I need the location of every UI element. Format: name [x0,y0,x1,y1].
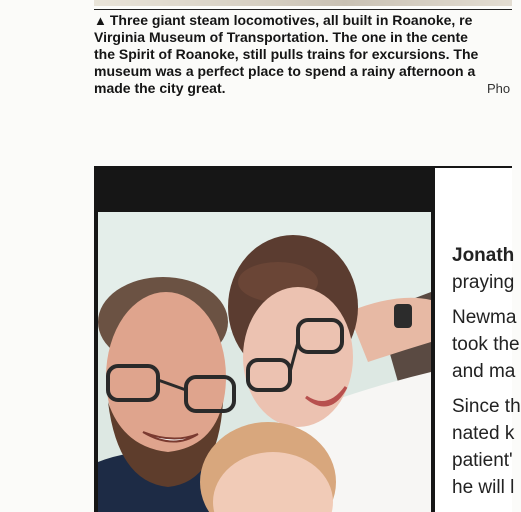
article-line: patient' [452,450,513,471]
paragraph-gap [452,385,521,393]
family-photo [98,212,431,512]
photo-caption [94,12,512,97]
article-text-column [433,166,521,512]
article-line: took the [452,334,520,355]
caption-line-5: made the city great. [94,80,226,96]
photo-credit: Pho [487,81,511,96]
article-line: and ma [452,361,516,382]
caption-line-1: ▲ Three giant steam locomotives, all built in Roanoke, re [94,12,473,28]
article-line: praying [452,272,515,293]
top-photo-edge [94,0,512,6]
family-photo-image [98,212,431,512]
caption-line-3: the Spirit of Roanoke, still pulls trains for excursions. The [94,46,479,62]
paragraph-gap [452,296,521,304]
caption-line-2: Virginia Museum of Transportation. The one in the cente [94,29,468,45]
caption-rule [94,9,512,10]
article-line: nated k [452,423,515,444]
article-line: Newma [452,307,517,328]
caption-line-4: museum was a perfect place to spend a rainy afternoon a [94,63,476,79]
article-line: Since th [452,396,521,417]
article-line: Jonath [452,245,515,266]
caption-marker-icon: ▲ [94,13,107,28]
article-body [452,242,521,501]
article-line: he will l [452,477,515,498]
